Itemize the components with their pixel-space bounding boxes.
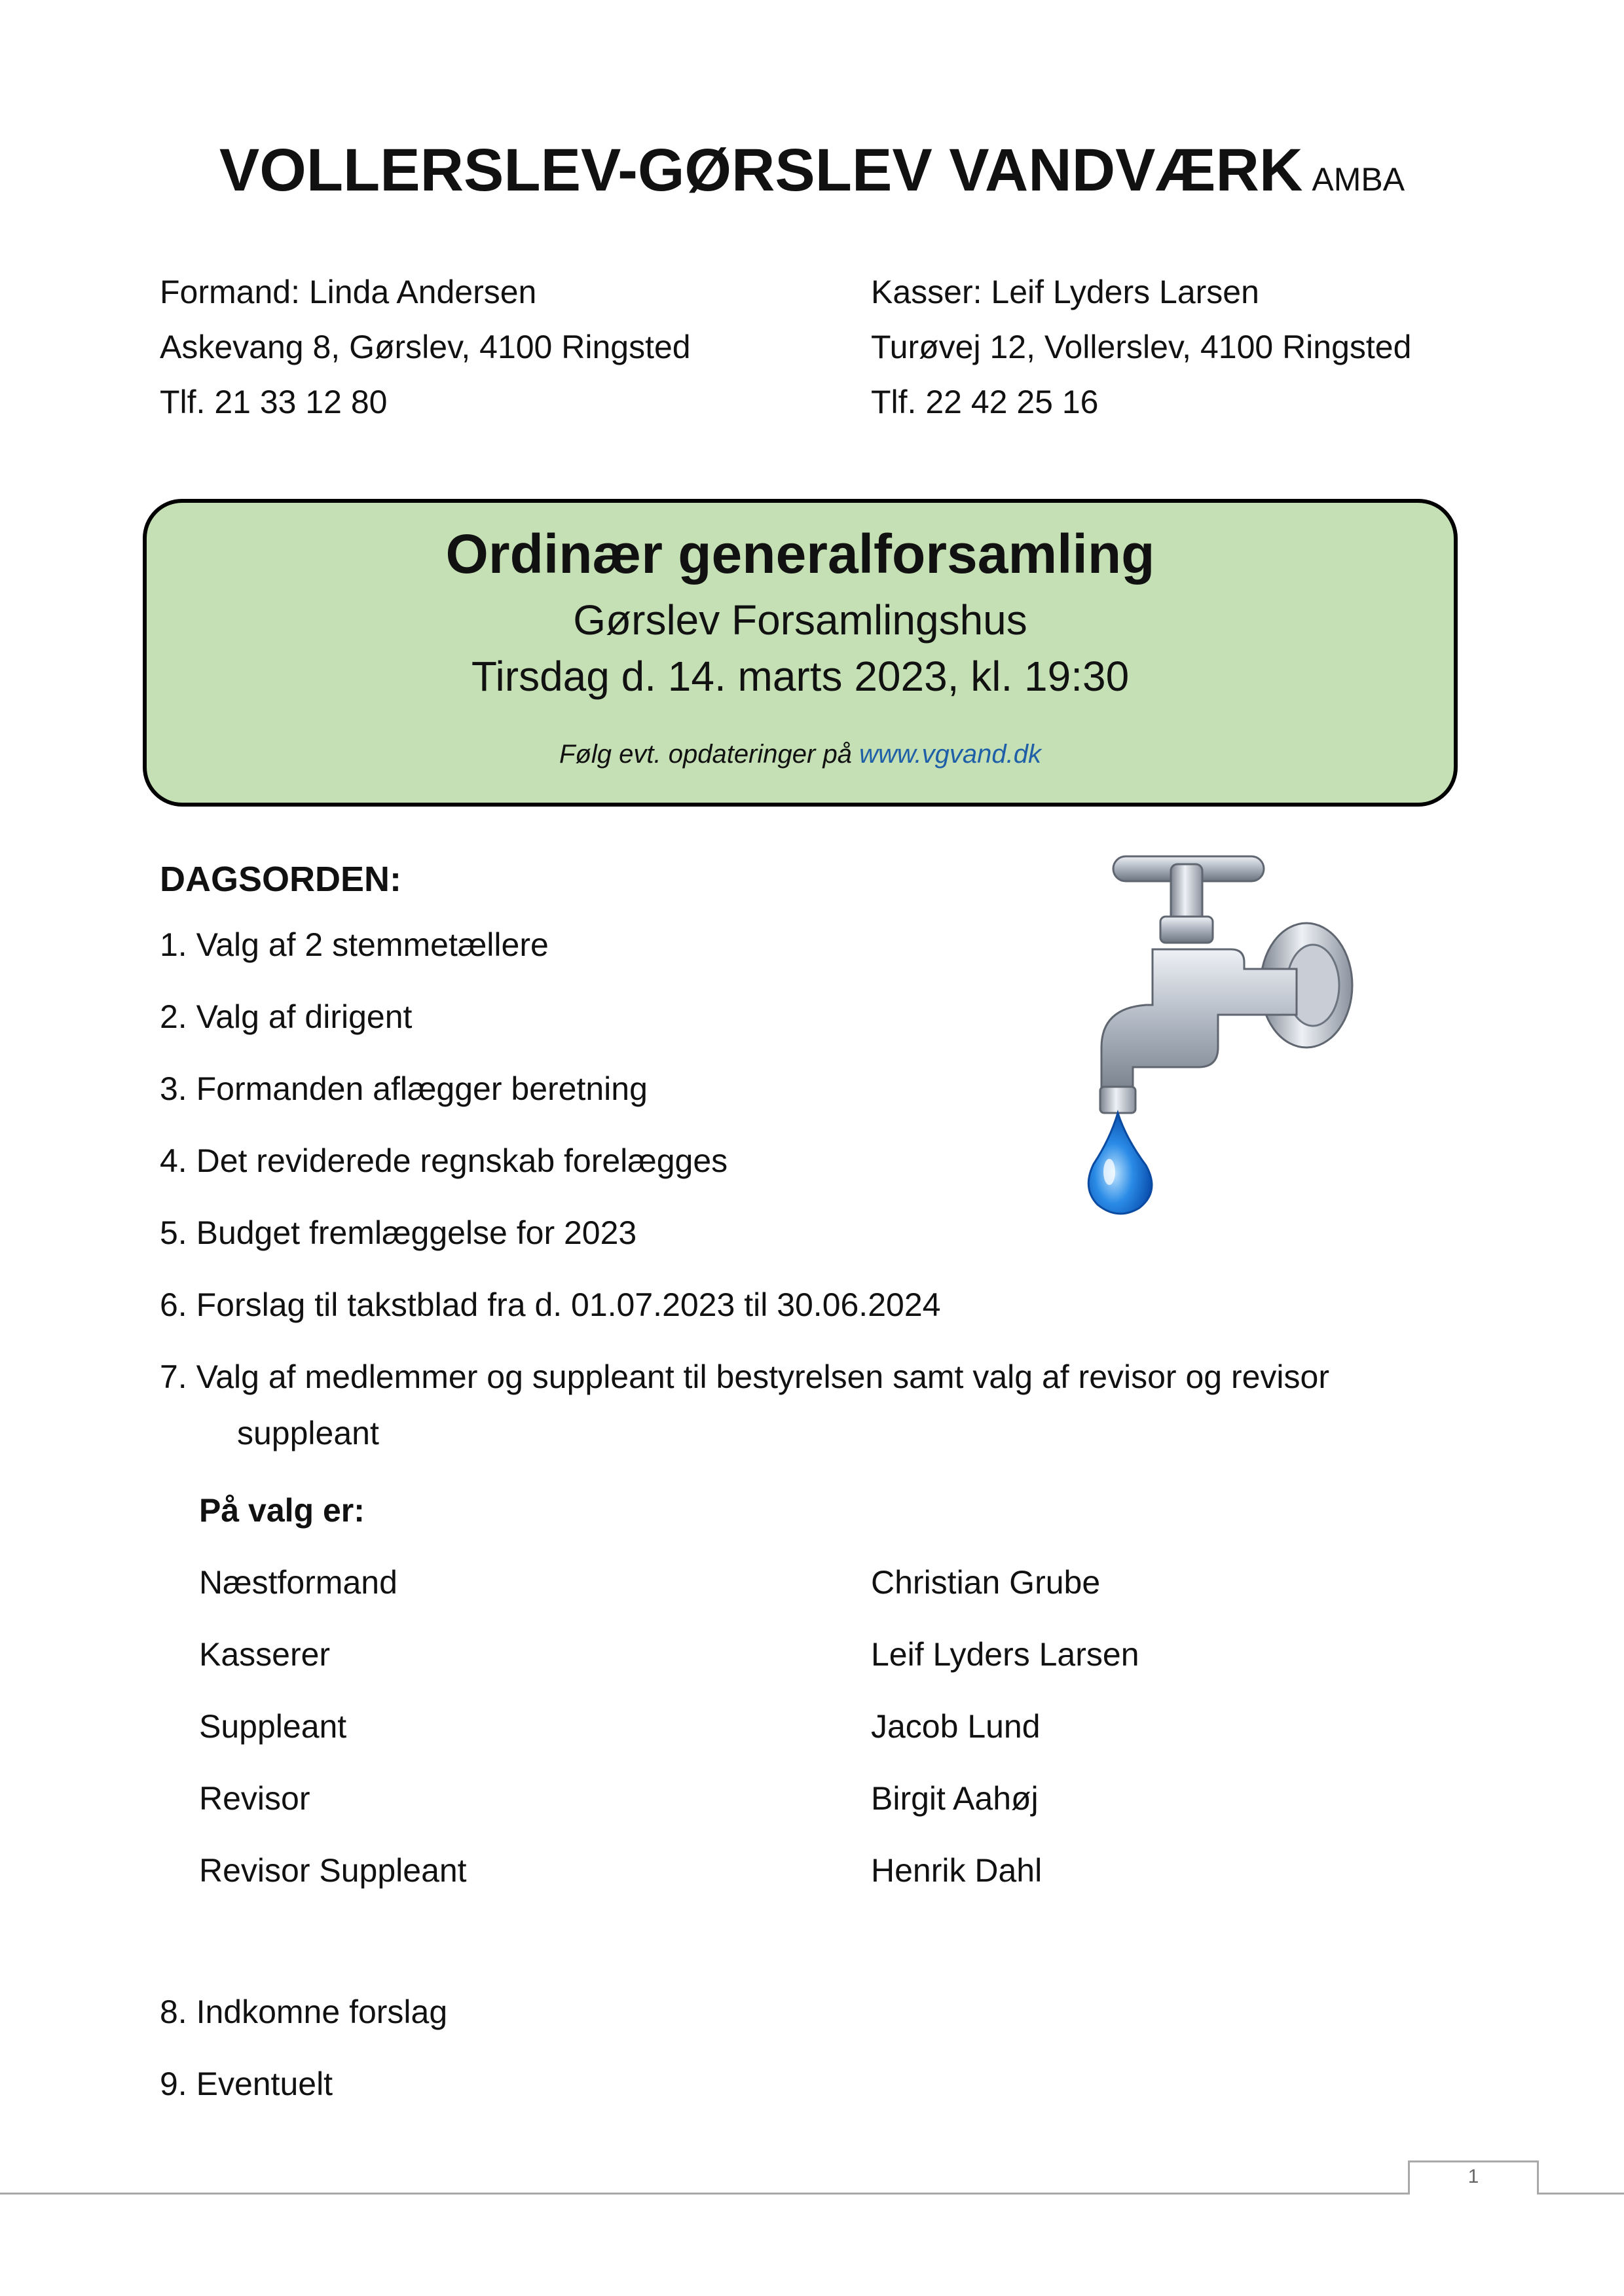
election-candidate: Jacob Lund [871, 1708, 1041, 1745]
election-role: Revisor Suppleant [199, 1852, 467, 1889]
agenda-item: 6. Forslag til takstblad fra d. 01.07.2023 til 30.06.2024 [160, 1286, 941, 1323]
election-candidate: Birgit Aahøj [871, 1780, 1039, 1817]
agenda-item: 9. Eventuelt [160, 2066, 333, 2102]
election-candidate: Leif Lyders Larsen [871, 1636, 1139, 1673]
agenda-item: 1. Valg af 2 stemmetællere [160, 926, 549, 963]
election-role: Suppleant [199, 1708, 347, 1745]
meeting-announcement-box [143, 499, 1458, 807]
treasurer-name: Kasser: Leif Lyders Larsen [871, 274, 1259, 310]
update-note-text: Følg evt. opdateringer på [559, 740, 852, 769]
document-title [0, 136, 1624, 205]
chairman-name: Formand: Linda Andersen [160, 274, 537, 310]
org-name: VOLLERSLEV-GØRSLEV VANDVÆRK [219, 137, 1303, 204]
footer-divider [0, 2193, 1624, 2195]
page-number: 1 [1467, 2166, 1479, 2187]
election-heading: På valg er: [199, 1492, 365, 1529]
election-role: Revisor [199, 1780, 310, 1817]
agenda-item: 7. Valg af medlemmer og suppleant til bestyrelsen samt valg af revisor og revisor [160, 1358, 1329, 1395]
agenda-item: 3. Formanden aflægger beretning [160, 1070, 648, 1107]
treasurer-address: Turøvej 12, Vollerslev, 4100 Ringsted [871, 329, 1412, 365]
website-link[interactable]: www.vgvand.dk [859, 740, 1041, 769]
agenda-item: 5. Budget fremlæggelse for 2023 [160, 1214, 637, 1251]
contact-chairman [160, 264, 691, 429]
meeting-heading: Ordinær generalforsamling [445, 523, 1155, 585]
agenda-title: DAGSORDEN: [160, 860, 402, 899]
contact-treasurer [871, 264, 1411, 429]
agenda-item: 4. Det reviderede regnskab forelægges [160, 1142, 728, 1179]
chairman-address: Askevang 8, Gørslev, 4100 Ringsted [160, 329, 691, 365]
meeting-venue: Gørslev Forsamlingshus [573, 596, 1027, 644]
agenda-item-continuation: suppleant [237, 1415, 379, 1451]
chairman-phone: Tlf. 21 33 12 80 [160, 384, 388, 420]
agenda-item: 2. Valg af dirigent [160, 998, 413, 1035]
election-role: Næstformand [199, 1564, 397, 1601]
org-suffix: AMBA [1312, 161, 1405, 198]
treasurer-phone: Tlf. 22 42 25 16 [871, 384, 1099, 420]
water-tap-icon [1087, 851, 1375, 1218]
election-role: Kasserer [199, 1636, 331, 1673]
election-candidate: Henrik Dahl [871, 1852, 1043, 1889]
agenda-item: 8. Indkomne forslag [160, 1994, 448, 2030]
meeting-date: Tirsdag d. 14. marts 2023, kl. 19:30 [471, 653, 1130, 700]
election-candidate: Christian Grube [871, 1564, 1101, 1601]
update-note [147, 740, 1454, 769]
